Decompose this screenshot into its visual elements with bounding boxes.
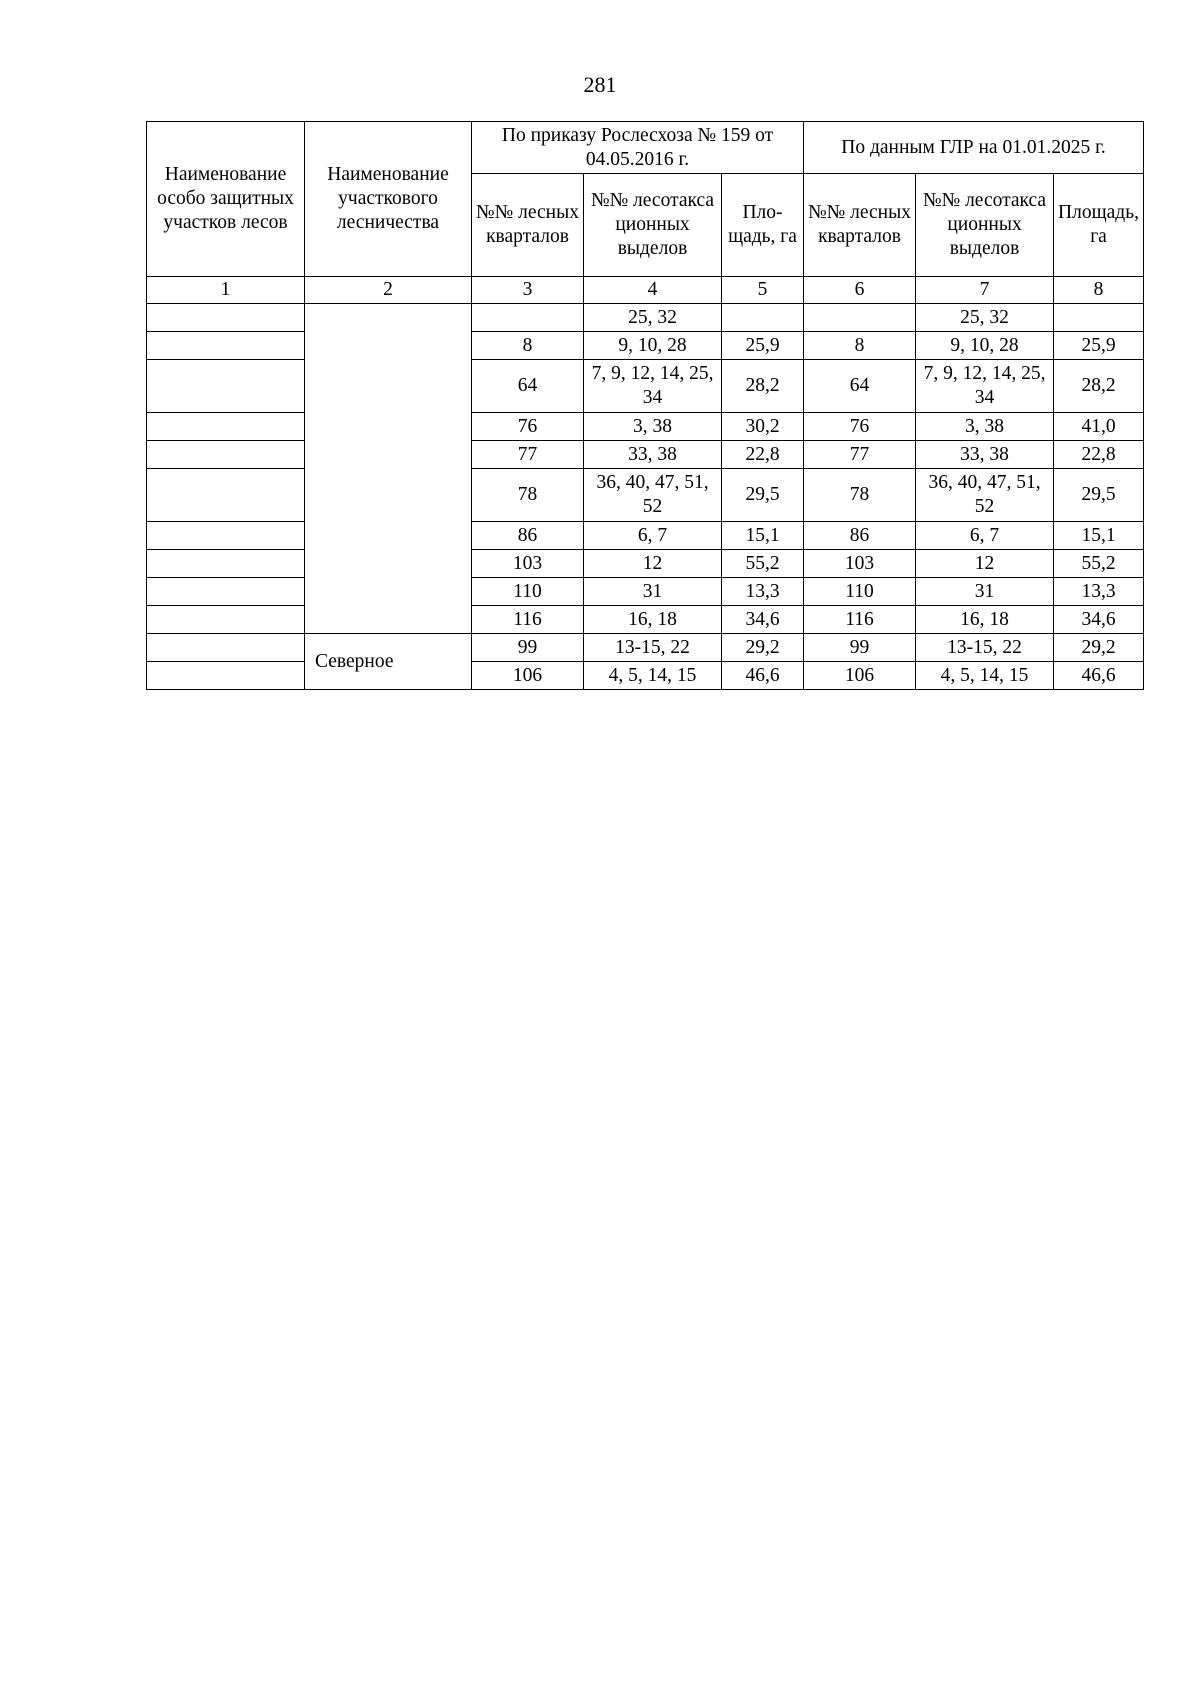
header-g2-plots: №№ лесотакса ционных выделов <box>916 174 1054 277</box>
plots-cell: 33, 38 <box>584 441 722 469</box>
page-number: 281 <box>583 72 617 97</box>
plots-cell: 6, 7 <box>916 522 1054 550</box>
protected-area-cell <box>147 332 305 360</box>
area-cell: 15,1 <box>722 522 804 550</box>
plots-cell: 36, 40, 47, 51, 52 <box>584 469 722 522</box>
quarters-cell: 78 <box>472 469 584 522</box>
plots-cell: 6, 7 <box>584 522 722 550</box>
area-cell: 22,8 <box>1054 441 1144 469</box>
table-row <box>147 441 1144 469</box>
plots-cell: 31 <box>584 578 722 606</box>
table-row <box>147 332 1144 360</box>
protected-area-cell <box>147 606 305 634</box>
header-g1-quarters: №№ лесных кварталов <box>472 174 584 277</box>
area-cell: 29,2 <box>1054 634 1144 662</box>
table-row <box>147 522 1144 550</box>
quarters-cell <box>804 304 916 332</box>
quarters-cell: 103 <box>804 550 916 578</box>
quarters-cell: 8 <box>804 332 916 360</box>
area-cell: 41,0 <box>1054 413 1144 441</box>
area-cell: 25,9 <box>1054 332 1144 360</box>
column-number: 2 <box>305 277 472 304</box>
quarters-cell: 106 <box>472 662 584 690</box>
area-cell: 34,6 <box>1054 606 1144 634</box>
area-cell: 34,6 <box>722 606 804 634</box>
quarters-cell: 116 <box>472 606 584 634</box>
forestry-cell-north: Северное <box>305 634 472 690</box>
protected-area-cell <box>147 550 305 578</box>
quarters-cell: 64 <box>472 360 584 413</box>
protected-area-cell <box>147 360 305 413</box>
protected-area-cell <box>147 522 305 550</box>
quarters-cell: 106 <box>804 662 916 690</box>
plots-cell: 25, 32 <box>916 304 1054 332</box>
area-cell: 29,5 <box>1054 469 1144 522</box>
protected-area-cell <box>147 578 305 606</box>
quarters-cell: 77 <box>804 441 916 469</box>
column-number: 3 <box>472 277 584 304</box>
table-row <box>147 550 1144 578</box>
column-number: 4 <box>584 277 722 304</box>
header-g1-plots: №№ лесотакса ционных выделов <box>584 174 722 277</box>
table-row <box>147 662 1144 690</box>
column-number: 5 <box>722 277 804 304</box>
plots-cell: 16, 18 <box>584 606 722 634</box>
area-cell: 46,6 <box>1054 662 1144 690</box>
quarters-cell: 64 <box>804 360 916 413</box>
protected-area-cell <box>147 469 305 522</box>
plots-cell: 3, 38 <box>916 413 1054 441</box>
protected-area-cell <box>147 413 305 441</box>
plots-cell: 9, 10, 28 <box>916 332 1054 360</box>
quarters-cell: 77 <box>472 441 584 469</box>
table-row <box>147 469 1144 522</box>
quarters-cell: 76 <box>804 413 916 441</box>
protected-area-cell <box>147 441 305 469</box>
area-cell: 29,5 <box>722 469 804 522</box>
quarters-cell: 110 <box>804 578 916 606</box>
table-row <box>147 606 1144 634</box>
area-cell: 13,3 <box>1054 578 1144 606</box>
quarters-cell: 86 <box>804 522 916 550</box>
quarters-cell: 116 <box>804 606 916 634</box>
header-group-rosleskhoz: По приказу Рослесхоза № 159 от 04.05.2016 г. <box>472 122 804 174</box>
quarters-cell: 110 <box>472 578 584 606</box>
area-cell: 30,2 <box>722 413 804 441</box>
area-cell: 29,2 <box>722 634 804 662</box>
protected-area-cell <box>147 634 305 662</box>
plots-cell: 3, 38 <box>584 413 722 441</box>
table-row <box>147 634 1144 662</box>
quarters-cell: 86 <box>472 522 584 550</box>
plots-cell: 4, 5, 14, 15 <box>916 662 1054 690</box>
header-protected-area-name: Наименование особо защитных участков лесов <box>147 122 305 277</box>
column-number: 7 <box>916 277 1054 304</box>
table-row <box>147 360 1144 413</box>
header-g2-quarters: №№ лесных кварталов <box>804 174 916 277</box>
quarters-cell: 99 <box>472 634 584 662</box>
plots-cell: 36, 40, 47, 51, 52 <box>916 469 1054 522</box>
area-cell <box>722 304 804 332</box>
header-row-top <box>147 122 1144 174</box>
protected-area-cell <box>147 304 305 332</box>
area-cell: 28,2 <box>1054 360 1144 413</box>
area-cell: 55,2 <box>722 550 804 578</box>
plots-cell: 33, 38 <box>916 441 1054 469</box>
quarters-cell: 76 <box>472 413 584 441</box>
plots-cell: 16, 18 <box>916 606 1054 634</box>
quarters-cell: 99 <box>804 634 916 662</box>
area-cell: 25,9 <box>722 332 804 360</box>
forestry-cell <box>305 304 472 634</box>
plots-cell: 12 <box>916 550 1054 578</box>
protected-area-cell <box>147 662 305 690</box>
header-g1-area: Пло-щадь, га <box>722 174 804 277</box>
column-numbers-row <box>147 277 1144 304</box>
table-row <box>147 578 1144 606</box>
plots-cell: 25, 32 <box>584 304 722 332</box>
header-forestry-name: Наименование участкового лесничества <box>305 122 472 277</box>
column-number: 6 <box>804 277 916 304</box>
area-cell <box>1054 304 1144 332</box>
area-cell: 15,1 <box>1054 522 1144 550</box>
quarters-cell: 8 <box>472 332 584 360</box>
quarters-cell <box>472 304 584 332</box>
table-row <box>147 413 1144 441</box>
quarters-cell: 103 <box>472 550 584 578</box>
quarters-cell: 78 <box>804 469 916 522</box>
plots-cell: 4, 5, 14, 15 <box>584 662 722 690</box>
area-cell: 46,6 <box>722 662 804 690</box>
plots-cell: 7, 9, 12, 14, 25, 34 <box>916 360 1054 413</box>
header-group-glr: По данным ГЛР на 01.01.2025 г. <box>804 122 1144 174</box>
plots-cell: 7, 9, 12, 14, 25, 34 <box>584 360 722 413</box>
area-cell: 22,8 <box>722 441 804 469</box>
plots-cell: 31 <box>916 578 1054 606</box>
area-cell: 13,3 <box>722 578 804 606</box>
table-row <box>147 304 1144 332</box>
area-cell: 55,2 <box>1054 550 1144 578</box>
column-number: 1 <box>147 277 305 304</box>
column-number: 8 <box>1054 277 1144 304</box>
plots-cell: 13-15, 22 <box>584 634 722 662</box>
plots-cell: 9, 10, 28 <box>584 332 722 360</box>
plots-cell: 12 <box>584 550 722 578</box>
plots-cell: 13-15, 22 <box>916 634 1054 662</box>
area-cell: 28,2 <box>722 360 804 413</box>
header-g2-area: Площадь, га <box>1054 174 1144 277</box>
protected-areas-table <box>146 121 1144 690</box>
